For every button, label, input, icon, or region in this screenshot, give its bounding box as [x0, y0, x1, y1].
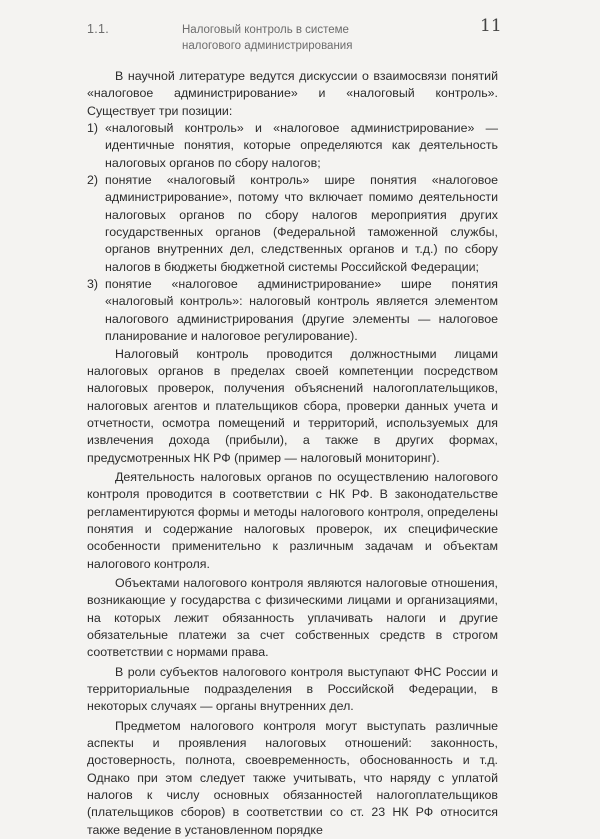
list-item-text: понятие «налоговый контроль» шире понятия «налоговое администрирование», потому что включает помимо деятельности налоговых органов по сбору налогов мероприятия других государственных органов (Федеральной таможенной службы, органов внутренних дел, следственных органов и т.д.) по сбору налогов в бюджеты бюджетной системы Российской Федерации; — [105, 173, 498, 274]
paragraph-control-subjects: В роли субъектов налогового контроля выступают ФНС России и территориальные подразделения в Российской Федерации, в некоторых случаях — органы внутренних дел. — [87, 664, 498, 714]
list-item-number: 1) — [87, 121, 99, 136]
running-header-title — [182, 22, 352, 54]
paragraph-tax-control-forms: Налоговый контроль проводится должностными лицами налоговых органов в пределах своей компетенции посредством налоговых проверок, получения объяснений налогоплательщиков, налоговых агентов и плательщиков сбора, проверки данных учета и отчетности, осмотра помещений и территорий, используемых для извлечения дохода (прибыли), а также в других формах, предусмотренных НК РФ (пример — налоговый мониторинг). — [87, 346, 498, 465]
intro-paragraph: В научной литературе ведутся дискуссии о взаимосвязи понятий «налоговое администрирование» и «налоговый контроль». Существует три позиции: — [87, 69, 498, 118]
list-item-position-2 — [87, 172, 498, 276]
list-item-position-1 — [87, 120, 498, 172]
running-header-title-line-2: налогового администрирования — [182, 40, 353, 52]
list-item-text: «налоговый контроль» и «налоговое администрирование» — идентичные понятия, которые определяются как деятельность налоговых органов по сбору налогов; — [105, 121, 498, 170]
list-item-text: понятие «налоговое администрирование» шире понятия «налоговый контроль»: налоговый контроль является элементом налогового администрирования (другие элементы — налоговое планирование и налоговое регулирование). — [105, 277, 498, 344]
list-item-position-3 — [87, 276, 498, 345]
page-number: 11 — [480, 16, 502, 36]
running-header-section-number: 1.1. — [87, 22, 110, 36]
paragraph-control-objects: Объектами налогового контроля являются налоговые отношения, возникающие у государства с физическими лицами и организациями, на которых лежит обязанность уплачивать налоги и другие обязательные платежи за счет собственных средств в строгом соответствии с нормами права. — [87, 575, 498, 660]
list-item-number: 2) — [87, 173, 99, 188]
body-text — [87, 68, 498, 839]
list-item-number: 3) — [87, 277, 99, 292]
running-header-title-line-1: Налоговый контроль в системе — [182, 24, 349, 36]
paragraph-tax-authorities-activity: Деятельность налоговых органов по осуществлению налогового контроля проводится в соответствии с НК РФ. В законодательстве регламентируются формы и методы налогового контроля, определены понятия и содержание налоговых проверок, их специфические особенности применительно к различным задачам и объектам налогового контроля. — [87, 469, 498, 571]
paragraph-control-subject-matter: Предметом налогового контроля могут выступать различные аспекты и проявления налоговых отношений: законность, достоверность, полнота, своевременность, обоснованность и т.д. Однако при этом следует также учитывать, что наряду с уплатой налогов к числу основных обязанностей налогоплательщиков (плательщиков сборов) в соответствии со ст. 23 НК РФ относится также ведение в установленном порядке — [87, 718, 498, 837]
